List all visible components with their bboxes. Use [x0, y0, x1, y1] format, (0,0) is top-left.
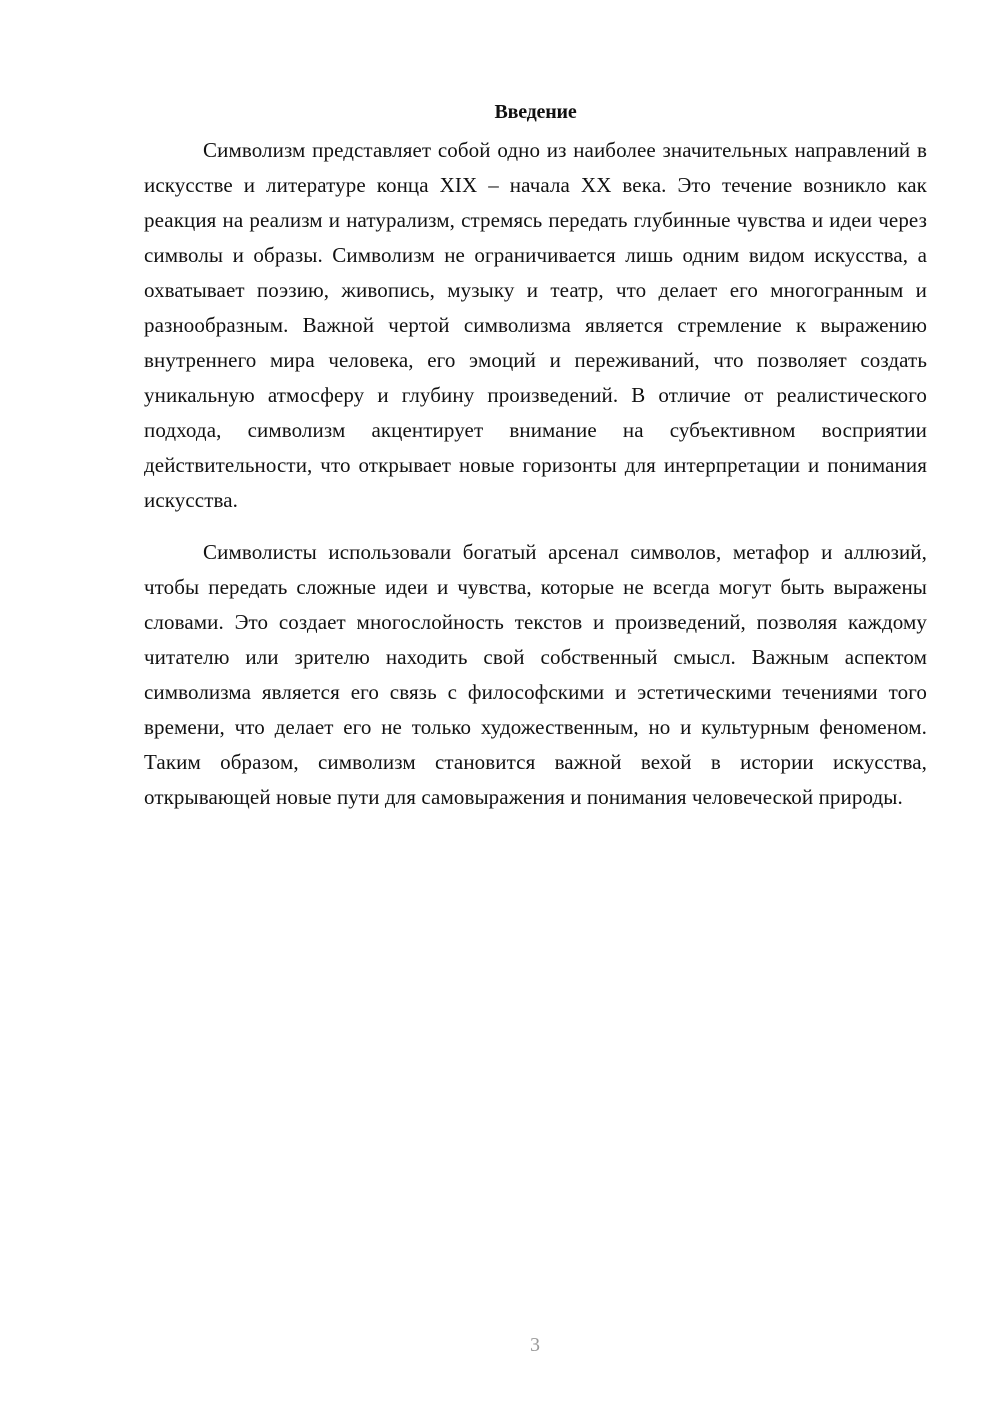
page-content: [144, 98, 927, 815]
section-title: Введение: [494, 101, 577, 123]
paragraph-2: Символисты использовали богатый арсенал символов, метафор и аллюзий, чтобы передать сложные идеи и чувства, которые не всегда могут быть выражены словами. Это создает многослойность текстов и произведений, позволяя каждому читателю или зрителю находить свой собственный смысл. Важным аспектом символизма является его связь с философскими и эстетическими течениями того времени, что делает его не только художественным, но и культурным феноменом. Таким образом, символизм становится важной вехой в истории искусства, открывающей новые пути для самовыражения и понимания человеческой природы.: [144, 540, 927, 809]
page-number: 3: [530, 1334, 540, 1356]
paragraph-1: Символизм представляет собой одно из наиболее значительных направлений в искусстве и литературе конца XIX – начала XX века. Это течение возникло как реакция на реализм и натурализм, стремясь передать глубинные чувства и идеи через символы и образы. Символизм не ограничивается лишь одним видом искусства, а охватывает поэзию, живопись, музыку и театр, что делает его многогранным и разнообразным. Важной чертой символизма является стремление к выражению внутреннего мира человека, его эмоций и переживаний, что позволяет создать уникальную атмосферу и глубину произведений. В отличие от реалистического подхода, символизм акцентирует внимание на субъективном восприятии действительности, что открывает новые горизонты для интерпретации и понимания искусства.: [144, 138, 927, 512]
